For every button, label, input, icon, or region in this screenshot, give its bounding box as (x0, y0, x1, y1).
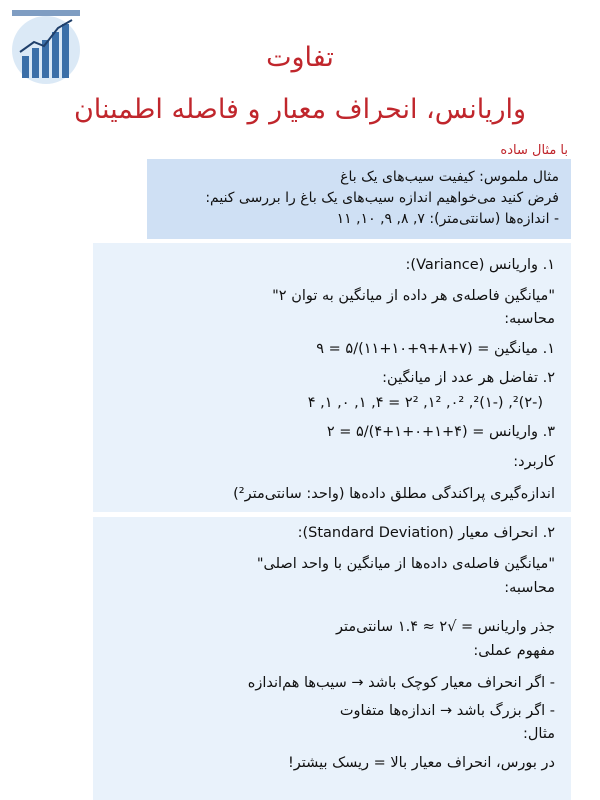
std-example: در بورس، انحراف معیار بالا = ریسک بیشتر! (287, 755, 555, 771)
example-box (147, 159, 571, 239)
subtitle: با مثال ساده (500, 143, 568, 158)
std-calc-label: محاسبه: (504, 580, 555, 596)
variance-step-3: ۳. واریانس = (۴+۱+۰+۱+۴)/۵ = ۲ (326, 424, 555, 440)
std-calc: جذر واریانس = √۲ ≈ ۱.۴ سانتی‌متر (336, 619, 555, 635)
example-intro: فرض کنید می‌خواهیم اندازه سیب‌های یک باغ را بررسی کنیم: (205, 190, 559, 206)
std-concept-label: مفهوم عملی: (473, 643, 555, 659)
std-large: - اگر بزرگ باشد → اندازه‌ها متفاوت (339, 703, 555, 719)
std-heading: ۲. انحراف معیار (Standard Deviation): (297, 525, 555, 541)
std-small: - اگر انحراف معیار کوچک باشد → سیب‌ها هم‌اندازه (247, 675, 555, 691)
example-heading: مثال ملموس: کیفیت سیب‌های یک باغ (340, 169, 559, 185)
variance-step-1: ۱. میانگین = (۷+۸+۹+۱۰+۱۱)/۵ = ۹ (316, 341, 555, 357)
example-sizes: - اندازه‌ها (سانتی‌متر): ۷, ۸, ۹, ۱۰, ۱۱ (336, 211, 559, 227)
variance-panel (93, 243, 571, 512)
variance-heading: ۱. واریانس (Variance): (405, 257, 555, 273)
variance-calc-label: محاسبه: (504, 311, 555, 327)
std-definition: "میانگین فاصله‌ی داده‌ها از میانگین با واحد اصلی" (256, 556, 555, 572)
variance-step-2: ۲. تفاضل هر عدد از میانگین: (382, 370, 555, 386)
variance-usage: اندازه‌گیری پراکندگی مطلق داده‌ها (واحد: سانتی‌متر²) (233, 486, 555, 502)
title-line-1: تفاوت (266, 42, 334, 73)
variance-usage-label: کاربرد: (513, 454, 555, 470)
std-panel (93, 517, 571, 800)
std-example-label: مثال: (523, 726, 555, 742)
title-line-2: واریانس، انحراف معیار و فاصله اطمینان (73, 94, 527, 125)
variance-squares: (-۲)², (-۱)², ۰², ۱², ۲² = ۴, ۱, ۰, ۱, ۴ (307, 395, 543, 411)
variance-definition: "میانگین فاصله‌ی هر داده از میانگین به توان ۲" (272, 288, 555, 304)
